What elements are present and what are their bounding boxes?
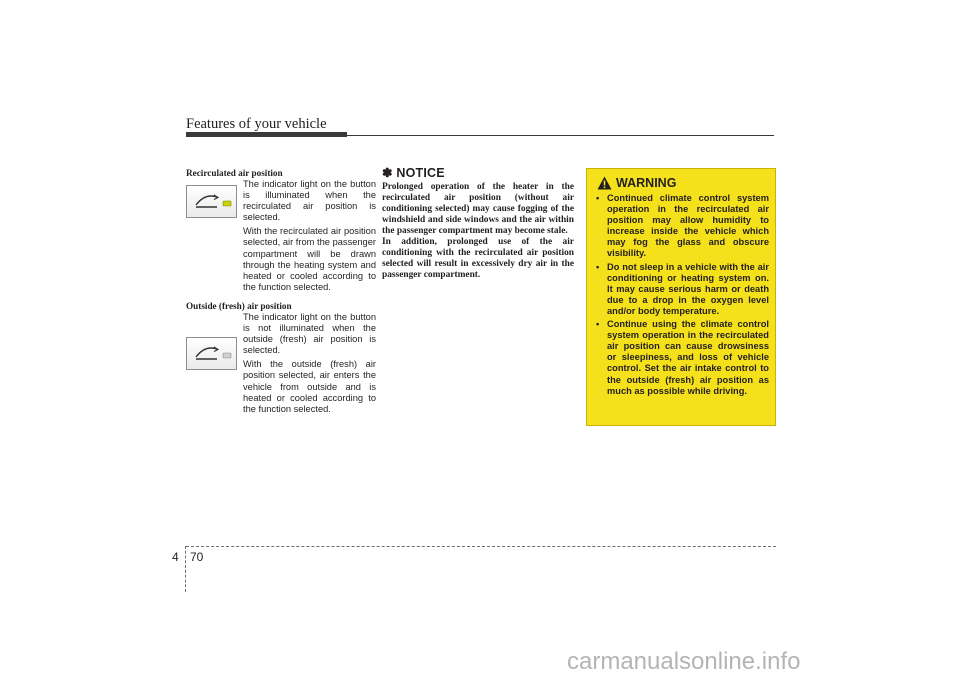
notice-body	[382, 182, 574, 281]
warning-item: • Do not sleep in a vehicle with the air conditioning or heating system on. It may cause serious harm or death due to a drop in the oxygen level and/or body temperature.	[595, 262, 769, 317]
air-position-column	[186, 167, 376, 418]
warning-list	[595, 193, 769, 399]
recirc-paragraph-2: With the recirculated air position selected, air from the passenger compartment will be drawn through the heating system and heated or cooled according to the function selected.	[243, 226, 376, 292]
recirc-paragraph-1: The indicator light on the button is illuminated when the recirculated air position is selected.	[243, 179, 376, 223]
recirc-heading: Recirculated air position	[186, 168, 283, 178]
header-title: Features of your vehicle	[186, 116, 327, 132]
notice-paragraph-1: Prolonged operation of the heater in the recirculated air position (without air conditioning selected) may cause fogging of the windshield and side windows and the air within the passenger compartment may become stale.	[382, 182, 574, 236]
header-rule	[186, 135, 774, 136]
notice-paragraph-2: In addition, prolonged use of the air conditioning with the recirculated air position selected will result in excessively dry air in the passenger compartment.	[382, 237, 574, 280]
warning-header	[597, 175, 676, 191]
page-number: 70	[190, 550, 204, 564]
outside-paragraph-1: The indicator light on the button is not illuminated when the outside (fresh) air position is selected.	[243, 311, 376, 356]
notice-symbol-icon: ✽	[382, 166, 393, 180]
chapter-number: 4	[172, 550, 179, 564]
warning-title: WARNING	[616, 176, 677, 190]
footer-vertical-divider	[185, 546, 186, 592]
recirc-text	[243, 179, 376, 293]
warning-item: • Continued climate control system operation in the recirculated air position may allow humidity to increase inside the vehicle which may fog the glass and obscure visibility.	[595, 193, 769, 260]
outside-heading: Outside (fresh) air position	[186, 300, 292, 311]
watermark: carmanualsonline.info	[567, 648, 801, 675]
footer-divider	[186, 546, 776, 547]
notice-title	[382, 166, 574, 181]
warning-box	[586, 168, 776, 426]
warning-triangle-icon	[597, 176, 612, 190]
outside-text	[243, 312, 376, 415]
notice-column	[382, 166, 574, 281]
notice-title-text: NOTICE	[396, 166, 445, 180]
outside-paragraph-2: With the outside (fresh) air position selected, air enters the vehicle from outside and is heated or cooled according to the function selected.	[243, 359, 376, 414]
warning-item: • Continue using the climate control system operation in the recirculated air position can cause drowsiness or sleepiness, and loss of vehicle control. Set the air intake control to the outside (fresh) air position as much as possible while driving.	[595, 319, 769, 397]
